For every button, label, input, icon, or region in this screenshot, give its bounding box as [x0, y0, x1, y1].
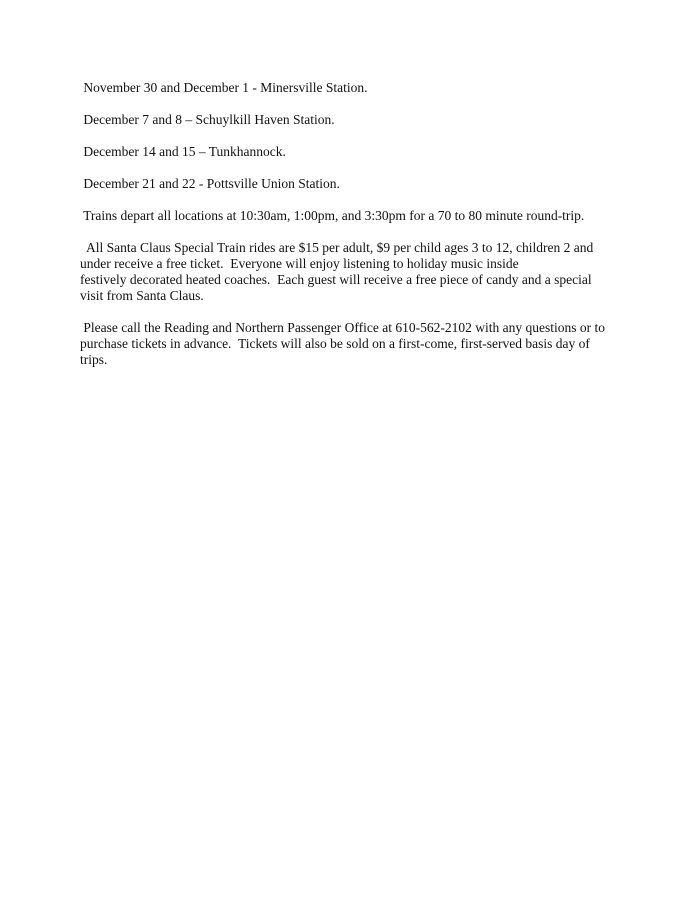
- schedule-pottsville: [80, 176, 640, 192]
- text-line: All Santa Claus Special Train rides are $15 per adult, $9 per child ages 3 to 12, children 2 and: [80, 240, 594, 255]
- text-line: December 14 and 15 – Tunkhannock.: [80, 144, 286, 159]
- text-line: Please call the Reading and Northern Passenger Office at 610-562-2102 with any questions or to: [80, 320, 605, 335]
- text-line: purchase tickets in advance. Tickets will also be sold on a first-come, first-served basis day of: [80, 336, 590, 351]
- text-line: November 30 and December 1 - Minersville Station.: [80, 80, 368, 95]
- departure-times: [80, 208, 640, 224]
- text-line: December 21 and 22 - Pottsville Union Station.: [80, 176, 340, 191]
- text-line: festively decorated heated coaches. Each guest will receive a free piece of candy and a special: [80, 272, 592, 287]
- pricing-paragraph: [80, 240, 640, 304]
- text-line: visit from Santa Claus.: [80, 288, 204, 303]
- schedule-tunkhannock: [80, 144, 640, 160]
- contact-paragraph: [80, 320, 640, 368]
- document-body: [80, 80, 640, 384]
- text-line: trips.: [80, 352, 108, 367]
- schedule-minersville: [80, 80, 640, 96]
- text-line: December 7 and 8 – Schuylkill Haven Station.: [80, 112, 335, 127]
- text-line: Trains depart all locations at 10:30am, 1:00pm, and 3:30pm for a 70 to 80 minute round-trip.: [80, 208, 585, 223]
- schedule-schuylkill-haven: [80, 112, 640, 128]
- text-line: under receive a free ticket. Everyone will enjoy listening to holiday music inside: [80, 256, 519, 271]
